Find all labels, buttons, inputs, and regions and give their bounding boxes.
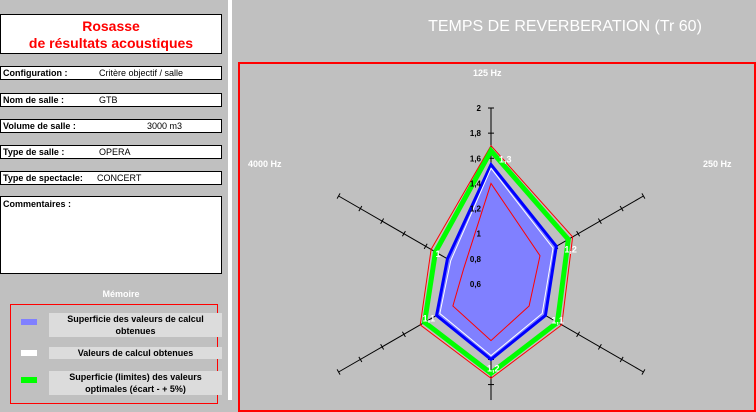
radar-tick-label: 0,8: [469, 254, 481, 264]
configuration-value: Critère objectif / salle: [99, 68, 184, 78]
radar-tick-mark: [337, 193, 340, 198]
radar-value-label: 1,1: [422, 313, 436, 324]
radar-tick-label: 1: [476, 229, 481, 239]
radar-tick-mark: [577, 332, 580, 337]
room-name-value: GTB: [99, 95, 118, 105]
chart-title: TEMPS DE REVERBERATION (Tr 60): [428, 18, 702, 35]
radar-tick-mark: [620, 357, 623, 362]
radar-tick-mark: [381, 344, 384, 349]
legend-text-optimal: Superficie (limites) des valeurs optimales (écart - + 5%): [49, 371, 222, 395]
radar-tick-mark: [424, 244, 427, 249]
radar-tick-mark: [598, 344, 601, 349]
radar-value-label: 1,2: [564, 244, 577, 255]
radar-tick-mark: [337, 369, 340, 374]
radar-tick-mark: [620, 206, 623, 211]
report-title-line2: de résultats acoustiques: [28, 35, 194, 51]
room-type-label: Type de salle :: [3, 147, 65, 157]
radar-value-label: 1,2: [487, 363, 500, 374]
radar-tick-label: 1,2: [469, 204, 481, 214]
radar-tick-mark: [577, 231, 580, 236]
radar-axis-label: 4000 Hz: [248, 159, 282, 169]
radar-tick-mark: [402, 332, 405, 337]
radar-tick-label: 1,6: [469, 154, 481, 164]
radar-tick-mark: [642, 369, 645, 374]
radar-tick-label: 1,4: [469, 179, 481, 189]
room-type-value: OPERA: [99, 147, 131, 157]
radar-tick-label: 2: [476, 104, 481, 113]
radar-tick-mark: [402, 231, 405, 236]
radar-tick-label: 0,6: [469, 280, 481, 289]
radar-tick-mark: [598, 219, 601, 224]
comments-label: Commentaires :: [3, 199, 72, 209]
legend-text-values: Valeurs de calcul obtenues: [49, 347, 222, 359]
radar-axis-label: 125 Hz: [473, 68, 502, 78]
room-volume-value: 3000 m3: [147, 121, 183, 131]
legend-text-fill: Superficie des valeurs de calcul obtenues: [49, 313, 222, 337]
room-name-label: Nom de salle :: [3, 95, 65, 105]
memoire-title: Mémoire: [102, 289, 140, 299]
radar-axis-label: 250 Hz: [703, 159, 732, 169]
report-title-line1: Rosasse: [82, 18, 140, 34]
room-volume-label: Volume de salle :: [3, 121, 76, 131]
radar-tick-mark: [359, 206, 362, 211]
radar-value-label: 1,3: [499, 154, 512, 165]
radar-value-label: 1: [435, 248, 441, 259]
show-type-label: Type de spectacle:: [3, 173, 83, 183]
show-type-value: CONCERT: [97, 173, 142, 183]
radar-tick-mark: [359, 357, 362, 362]
configuration-label: Configuration :: [3, 68, 68, 78]
radar-value-label: 1,1: [551, 315, 564, 326]
radar-tick-mark: [381, 219, 384, 224]
radar-tick-mark: [642, 193, 645, 198]
radar-tick-label: 1,8: [469, 129, 481, 139]
